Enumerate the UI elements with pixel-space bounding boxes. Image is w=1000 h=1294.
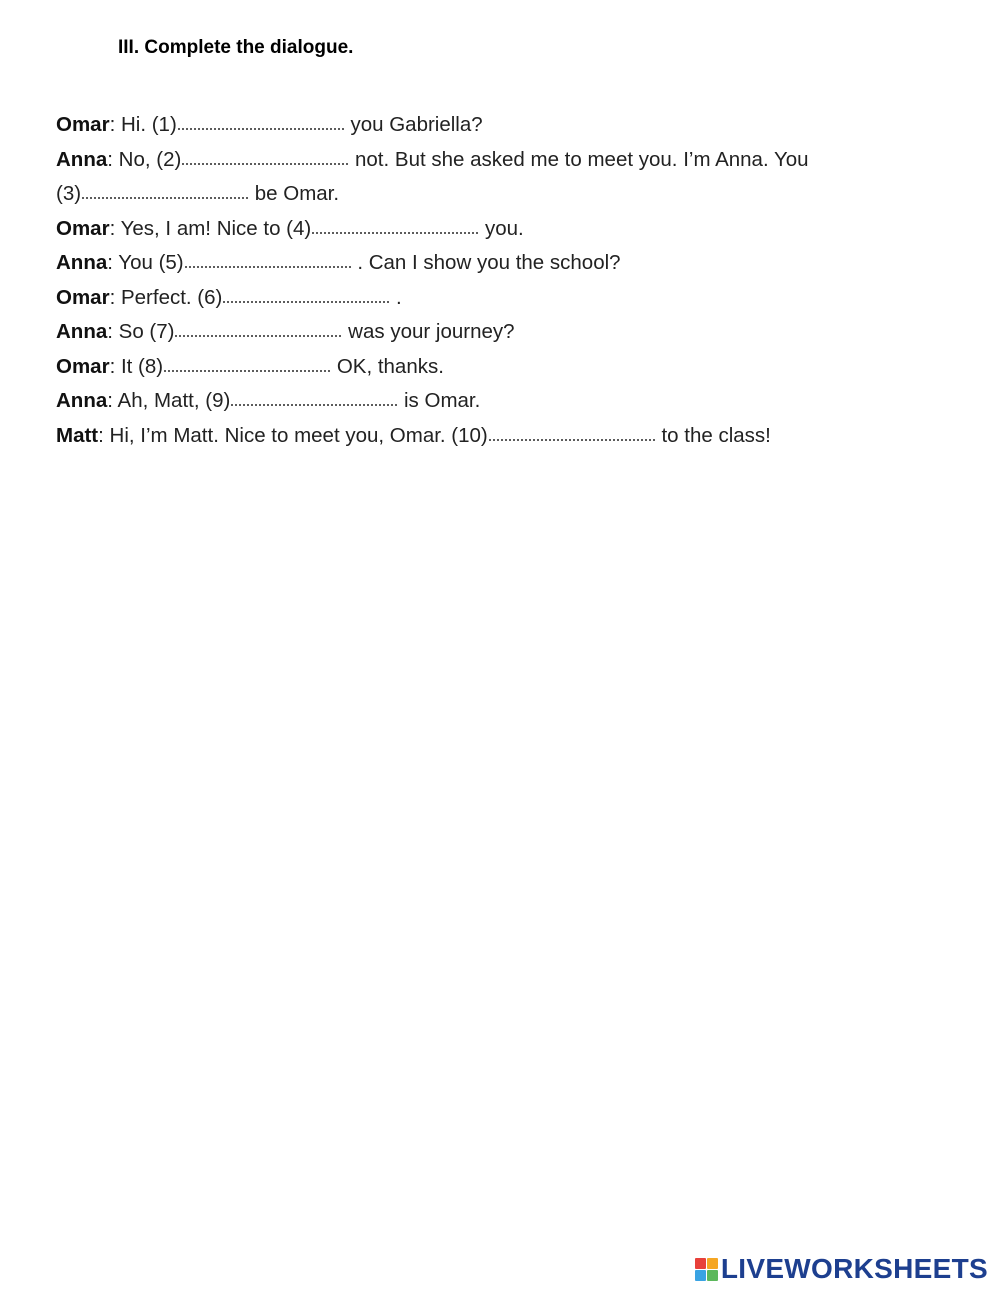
speaker-separator: : <box>109 285 121 309</box>
speaker-separator: : <box>109 216 121 240</box>
dialogue-line <box>56 419 936 454</box>
dialogue-text: No, (2) <box>118 147 182 171</box>
answer-blank[interactable] <box>184 261 352 269</box>
answer-blank[interactable] <box>488 434 656 442</box>
dialogue-text: So (7) <box>118 320 175 343</box>
dialogue-text: Hi. (1) <box>120 113 177 136</box>
dialogue-line <box>56 384 936 419</box>
dialogue-text: to the class! <box>655 423 771 447</box>
speaker-name: Anna <box>56 147 108 171</box>
dialogue-line <box>56 315 936 350</box>
logo-square <box>695 1270 706 1281</box>
dialogue-text: Hi, I’m Matt. Nice to meet you, Omar. (10) <box>109 423 488 447</box>
speaker-separator: : <box>109 113 121 136</box>
dialogue-line <box>56 281 936 316</box>
dialogue-text: Ah, Matt, (9) <box>117 389 231 412</box>
speaker-separator: : <box>107 147 119 171</box>
speaker-separator: : <box>109 354 121 378</box>
answer-blank[interactable] <box>181 158 349 166</box>
speaker-name: Anna <box>56 389 108 412</box>
dialogue-text: . Can I show you the school? <box>351 251 621 274</box>
dialogue-line <box>56 212 936 247</box>
dialogue-text: . <box>390 285 402 309</box>
liveworksheets-logo[interactable] <box>695 1253 988 1285</box>
dialogue-line <box>56 350 936 385</box>
answer-blank[interactable] <box>163 365 331 373</box>
speaker-name: Omar <box>56 113 110 136</box>
dialogue-text: (3) <box>56 182 82 205</box>
dialogue-text: was your journey? <box>342 320 515 343</box>
dialogue-text: you. <box>479 216 524 240</box>
answer-blank[interactable] <box>222 296 390 304</box>
speaker-name: Omar <box>56 216 110 240</box>
speaker-separator: : <box>107 251 119 274</box>
speaker-separator: : <box>107 320 119 343</box>
dialogue-line <box>56 246 936 281</box>
answer-blank[interactable] <box>311 227 479 235</box>
logo-text: LIVEWORKSHEETS <box>720 1253 988 1284</box>
dialogue-line <box>56 143 936 178</box>
dialogue-text: not. But she asked me to meet you. I’m Anna. You <box>349 147 809 171</box>
dialogue-text: OK, thanks. <box>331 354 444 378</box>
speaker-name: Anna <box>56 251 108 274</box>
dialogue-text: you Gabriella? <box>344 113 483 136</box>
logo-square <box>695 1258 706 1269</box>
dialogue <box>56 108 936 453</box>
speaker-name: Anna <box>56 320 108 343</box>
logo-square <box>707 1270 718 1281</box>
answer-blank[interactable] <box>230 399 398 407</box>
answer-blank[interactable] <box>174 330 342 338</box>
speaker-separator: : <box>107 389 118 412</box>
dialogue-text: be Omar. <box>249 182 340 205</box>
speaker-separator: : <box>98 423 110 447</box>
liveworksheets-logo-icon <box>695 1258 718 1281</box>
dialogue-line <box>56 177 936 212</box>
dialogue-text: You (5) <box>118 251 184 274</box>
speaker-name: Omar <box>56 285 110 309</box>
answer-blank[interactable] <box>177 123 345 131</box>
page-title: III. Complete the dialogue. <box>118 37 354 58</box>
speaker-name: Matt <box>56 423 99 447</box>
dialogue-text: Yes, I am! Nice to (4) <box>120 216 312 240</box>
dialogue-text: It (8) <box>120 354 164 378</box>
logo-square <box>707 1258 718 1269</box>
answer-blank[interactable] <box>81 192 249 200</box>
dialogue-text: is Omar. <box>398 389 481 412</box>
dialogue-text: Perfect. (6) <box>120 285 223 309</box>
dialogue-line <box>56 108 936 143</box>
speaker-name: Omar <box>56 354 110 378</box>
